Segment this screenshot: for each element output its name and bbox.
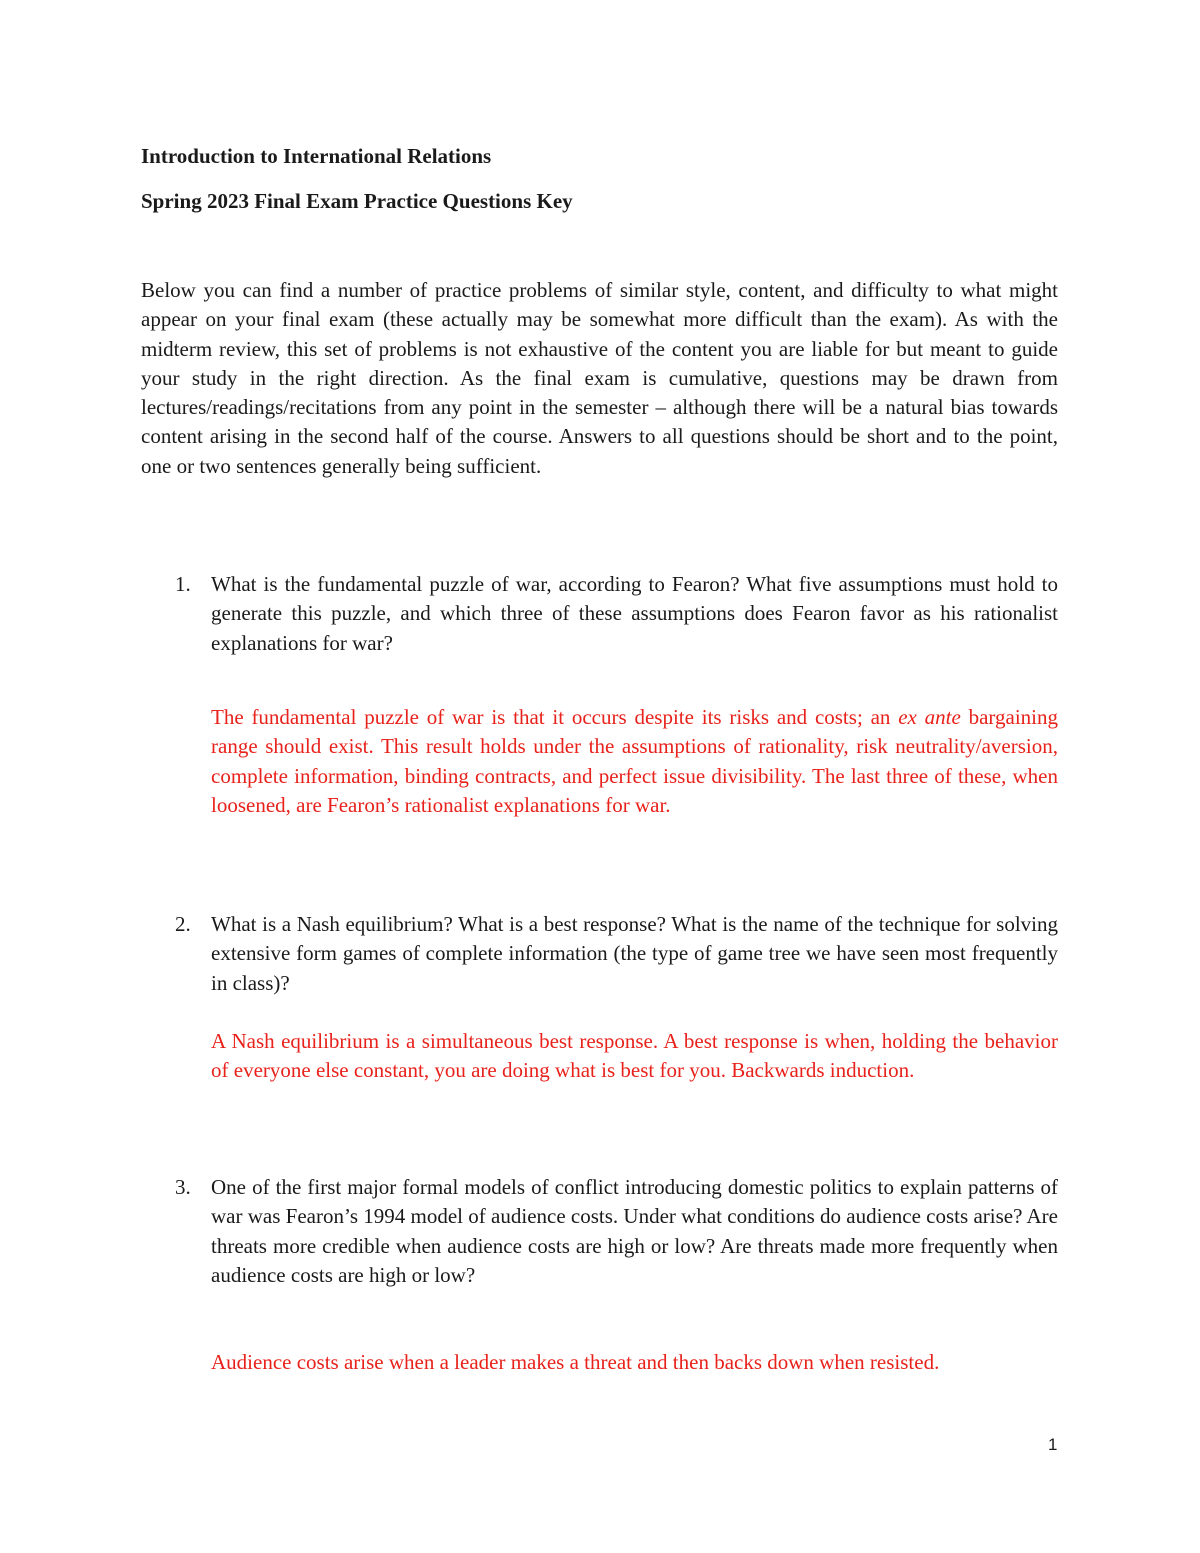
answer-text — [211, 703, 1058, 820]
answer-text-part: The fundamental puzzle of war is that it occurs despite its risks and costs; an — [211, 705, 899, 729]
answer-text-part: bargaining range should exist. This result holds under the assumptions of rationality, risk neutrality/aversion, complete information, binding contracts, and perfect issue divisibility. The last three of these, when loosened, are Fearon’s rationalist explanations for war. — [211, 705, 1058, 817]
question-number: 1. — [175, 572, 191, 596]
answer-text: A Nash equilibrium is a simultaneous best response. A best response is when, holding the behavior of everyone else constant, you are doing what is best for you. Backwards induction. — [211, 1029, 1058, 1083]
question-3 — [175, 1173, 1058, 1374]
question-number: 3. — [175, 1175, 191, 1199]
page-number: 1 — [1048, 1435, 1058, 1454]
question-1 — [175, 570, 1058, 817]
question-2 — [175, 910, 1058, 1083]
course-title: Introduction to International Relations — [141, 144, 492, 168]
question-text: What is the fundamental puzzle of war, according to Fearon? What five assumptions must hold to generate this puzzle, and which three of these assumptions does Fearon favor as his rationalist explanations for war? — [211, 572, 1058, 655]
question-number: 2. — [175, 912, 191, 936]
question-text: One of the first major formal models of conflict introducing domestic politics to explain patterns of war was Fearon’s 1994 model of audience costs. Under what conditions do audience costs arise? Are threats more credible when audience costs are high or low? Are threats made more frequently when audience costs are high or low? — [211, 1175, 1058, 1287]
question-text: What is a Nash equilibrium? What is a best response? What is the name of the technique for solving extensive form games of complete information (the type of game tree we have seen most frequently in class)? — [211, 912, 1058, 995]
answer-italic-term: ex ante — [898, 705, 961, 729]
intro-paragraph: Below you can find a number of practice problems of similar style, content, and difficulty to what might appear on your final exam (these actually may be somewhat more difficult than the exam). As with the midterm review, this set of problems is not exhaustive of the content you are liable for but meant to guide your study in the right direction. As the final exam is cumulative, questions may be drawn from lectures/readings/recitations from any point in the semester – although there will be a natural bias towards content arising in the second half of the course. Answers to all questions should be short and to the point, one or two sentences generally being sufficient. — [141, 278, 1058, 478]
document-title: Spring 2023 Final Exam Practice Questions Key — [141, 189, 573, 213]
answer-text: Audience costs arise when a leader makes a threat and then backs down when resisted. — [211, 1350, 940, 1374]
